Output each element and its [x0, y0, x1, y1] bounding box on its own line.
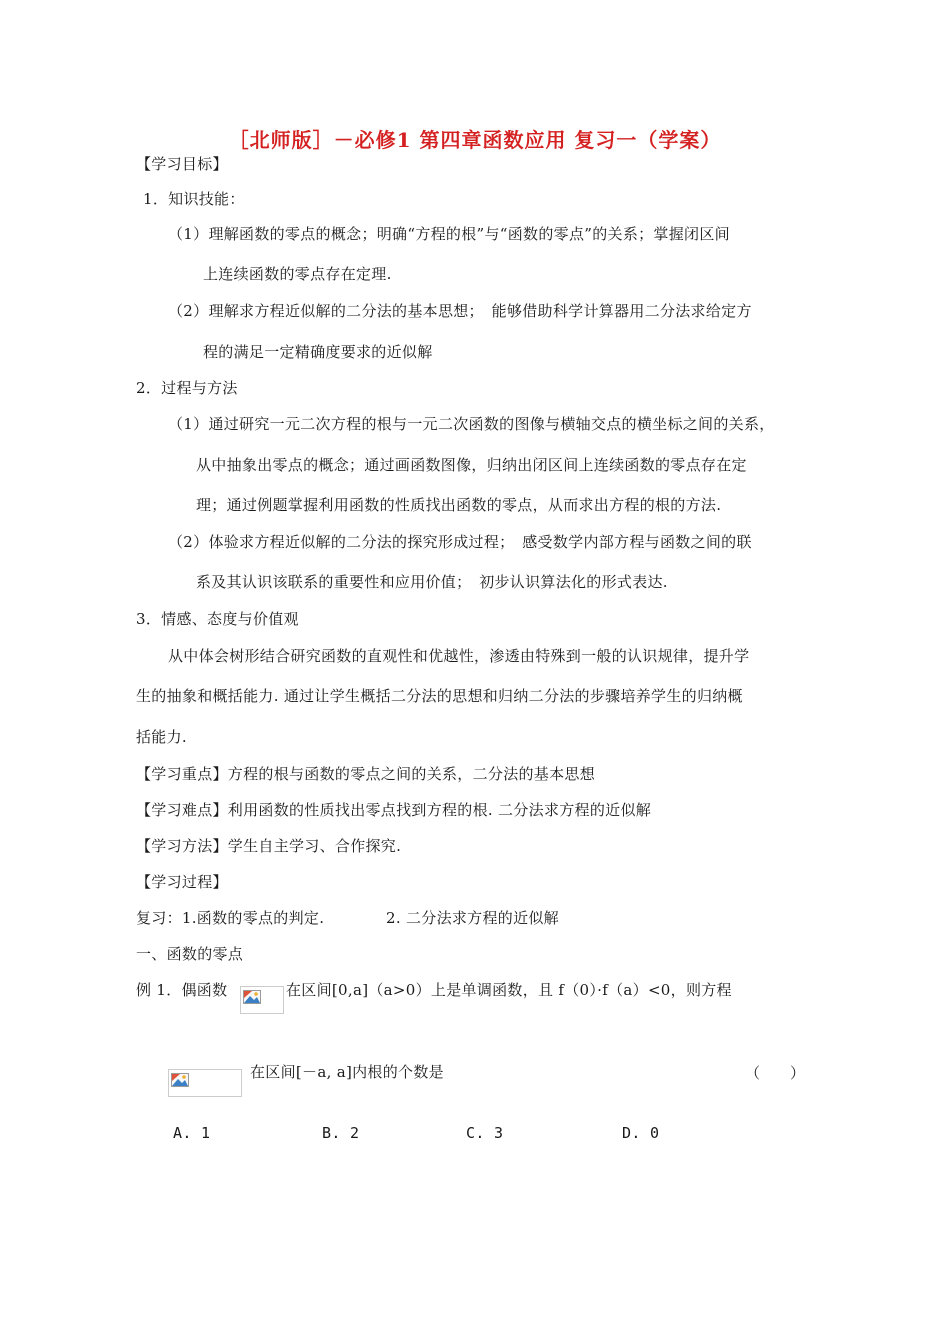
section-1-heading: 1．知识技能： [143, 190, 245, 208]
s1-p2-line2: 程的满足一定精确度要求的近似解 [203, 343, 433, 361]
method: 【学习方法】学生自主学习、合作探究. [136, 837, 402, 855]
example-1-text: 在区间[0,a]（a>0）上是单调函数，且 f（0）·f（a）<0，则方程 [286, 981, 732, 999]
broken-image-icon [171, 1073, 189, 1087]
s3-line1: 从中体会树形结合研究函数的直观性和优越性，渗透由特殊到一般的认识规律，提升学 [168, 647, 750, 665]
process-header: 【学习过程】 [136, 873, 228, 891]
s1-p2-line1: （2）理解求方程近似解的二分法的基本思想； 能够借助科学计算器用二分法求给定方 [168, 302, 752, 320]
review-item-2: 2. 二分法求方程的近似解 [386, 909, 559, 927]
example-1-question: 在区间[－a, a]内根的个数是 [250, 1063, 444, 1081]
difficulty: 【学习难点】利用函数的性质找出零点找到方程的根. 二分法求方程的近似解 [136, 801, 652, 819]
s2-p1-line1: （1）通过研究一元二次方程的根与一元二次函数的图像与横轴交点的横坐标之间的关系， [168, 415, 775, 433]
goals-header: 【学习目标】 [136, 155, 228, 173]
s2-p2-line2: 系及其认识该联系的重要性和应用价值； 初步认识算法化的形式表达. [196, 573, 668, 591]
option-b: B. 2 [322, 1124, 360, 1142]
formula-image-placeholder [240, 986, 284, 1014]
s2-p1-line3: 理；通过例题掌握利用函数的性质找出函数的零点，从而求出方程的根的方法. [196, 496, 722, 514]
option-c: C. 3 [466, 1124, 504, 1142]
s3-line2: 生的抽象和概括能力. 通过让学生概括二分法的思想和归纳二分法的步骤培养学生的归纳概 [136, 687, 743, 705]
equation-image-placeholder [168, 1069, 242, 1097]
key-point: 【学习重点】方程的根与函数的零点之间的关系，二分法的基本思想 [136, 765, 596, 783]
example-1-prefix: 例 1．偶函数 [136, 981, 228, 999]
s1-p1-line2: 上连续函数的零点存在定理. [203, 265, 392, 283]
s2-p2-line1: （2）体验求方程近似解的二分法的探究形成过程； 感受数学内部方程与函数之间的联 [168, 533, 752, 551]
answer-bracket: （ ） [745, 1064, 806, 1082]
broken-image-icon [243, 990, 261, 1004]
review-item-1: 复习：1.函数的零点的判定. [136, 909, 325, 927]
document-title: ［北师版］－必修1 第四章函数应用 复习一（学案） [228, 128, 722, 152]
s1-p1-line1: （1）理解函数的零点的概念；明确“方程的根”与“函数的零点”的关系；掌握闭区间 [168, 225, 730, 243]
option-d: D. 0 [622, 1124, 660, 1142]
section-2-heading: 2．过程与方法 [136, 379, 238, 397]
s2-p1-line2: 从中抽象出零点的概念；通过画函数图像，归纳出闭区间上连续函数的零点存在定 [196, 456, 747, 474]
part-one-heading: 一、函数的零点 [136, 945, 244, 963]
s3-line3: 括能力. [136, 728, 187, 746]
option-a: A. 1 [173, 1124, 211, 1142]
section-3-heading: 3．情感、态度与价值观 [136, 610, 299, 628]
